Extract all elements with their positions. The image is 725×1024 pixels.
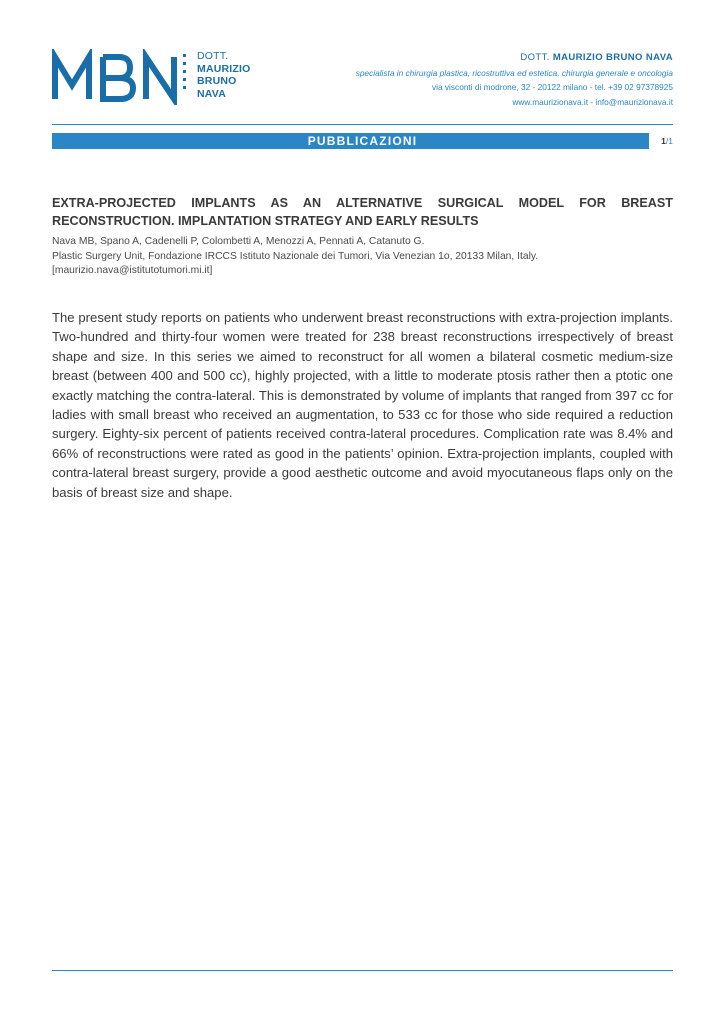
page-total: /1	[665, 136, 673, 146]
section-title: PUBBLICAZIONI	[307, 134, 418, 148]
logo-name-line: BRUNO	[197, 75, 237, 87]
header-doctor-name	[356, 51, 673, 66]
logo-title-word: DOTT.	[197, 50, 229, 62]
header-name: MAURIZIO BRUNO NAVA	[552, 52, 673, 63]
page-current: 1	[661, 136, 666, 146]
header-contact	[356, 51, 673, 109]
header-specialty: specialista in chirurgia plastica, ricostruttiva ed estetica, chirurgia generale e oncologia	[355, 67, 673, 78]
mbn-monogram-logo	[52, 49, 182, 105]
article-abstract: The present study reports on patients who underwent breast reconstructions with extra-projection implants. Two-hundred and thirty-four women were treated for 238 breast reconstructions irrespectively of breast shape and size. In this series we aimed to reconstruct for all women a bilateral cosmetic medium-size breast (between 400 and 500 cc), highly projected, with a little to moderate ptosis rather then a ptotic one exactly matching the contra-lateral. This is demonstrated by volume of implants that ranged from 397 cc for ladies with small breast who received an augmentation, to 533 cc for those who side required a reduction surgery. Eighty-six percent of patients received contra-lateral procedures. Complication rate was 8.4% and 66% of reconstructions were rated as good in the patients’ opinion. Extra-projection implants, coupled with contra-lateral breast surgery, provide a good aesthetic outcome and avoid myocutaneous flaps only on the basis of breast size and shape.	[52, 310, 673, 500]
article-affiliation: Plastic Surgery Unit, Fondazione IRCCS Istituto Nazionale dei Tumori, Via Venezian 1o, 20133 Milan, Italy.	[52, 250, 539, 262]
header-name-prefix: DOTT.	[520, 52, 550, 63]
footer-divider	[52, 970, 673, 971]
header-address: via visconti di modrone, 32 - 20122 milano - tel. +39 02 97378925	[432, 82, 673, 93]
article-email: [maurizio.nava@istitutotumori.mi.it]	[52, 265, 213, 277]
article-title: EXTRA-PROJECTED IMPLANTS AS AN ALTERNATIVE SURGICAL MODEL FOR BREAST RECONSTRUCTION. IMPLANTATION STRATEGY AND EARLY RESULTS	[52, 196, 673, 228]
logo	[52, 49, 267, 105]
logo-doctor-name	[197, 50, 251, 100]
logo-dots	[183, 54, 186, 94]
logo-name-line: MAURIZIO	[197, 62, 251, 75]
header-web-email: www.maurizionava.it - info@maurizionava.it	[512, 96, 673, 107]
article-authors: Nava MB, Spano A, Cadenelli P, Colombetti A, Menozzi A, Pennati A, Catanuto G.	[52, 236, 425, 247]
header-divider	[52, 124, 673, 125]
article-meta	[52, 235, 673, 279]
section-bar	[52, 133, 673, 149]
logo-name-line: NAVA	[197, 87, 226, 100]
page-counter	[649, 133, 673, 149]
